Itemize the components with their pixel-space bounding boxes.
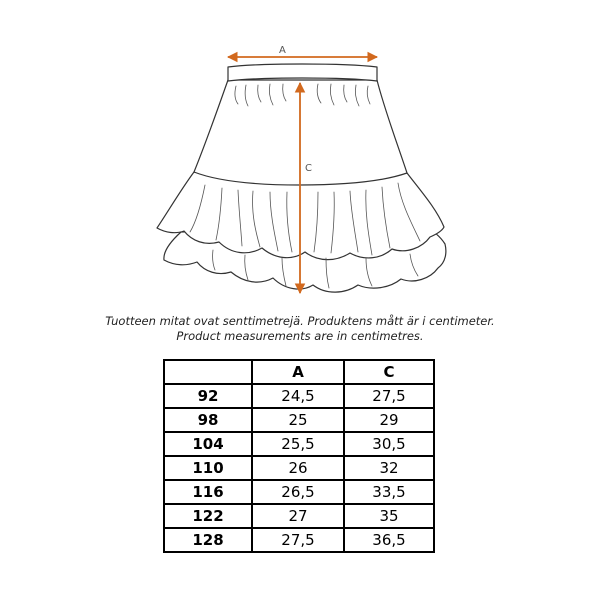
value-c-cell: 33,5 <box>344 480 434 504</box>
value-c-cell: 29 <box>344 408 434 432</box>
value-c-cell: 27,5 <box>344 384 434 408</box>
value-c-cell: 36,5 <box>344 528 434 552</box>
table-row <box>164 480 434 504</box>
waistband <box>228 64 377 81</box>
size-cell: 92 <box>164 384 252 408</box>
value-a-cell: 27,5 <box>252 528 344 552</box>
caption-finnish-swedish: Tuotteen mitat ovat senttimetrejä. Produktens mått är i centimeter. <box>105 314 495 328</box>
table-row <box>164 528 434 552</box>
table-header-row <box>164 360 434 384</box>
measurement-label-c: C <box>305 163 312 174</box>
table-row <box>164 504 434 528</box>
caption-english: Product measurements are in centimetres. <box>176 329 424 343</box>
value-a-cell: 25 <box>252 408 344 432</box>
header-size <box>164 360 252 384</box>
table-row <box>164 456 434 480</box>
value-a-cell: 25,5 <box>252 432 344 456</box>
value-c-cell: 35 <box>344 504 434 528</box>
measurement-label-a: A <box>279 45 286 56</box>
value-a-cell: 26,5 <box>252 480 344 504</box>
size-cell: 122 <box>164 504 252 528</box>
table-row <box>164 408 434 432</box>
header-a: A <box>252 360 344 384</box>
size-table <box>163 359 435 553</box>
value-a-cell: 24,5 <box>252 384 344 408</box>
size-cell: 116 <box>164 480 252 504</box>
table-row <box>164 432 434 456</box>
header-c: C <box>344 360 434 384</box>
value-c-cell: 30,5 <box>344 432 434 456</box>
value-a-cell: 26 <box>252 456 344 480</box>
table-row <box>164 384 434 408</box>
size-cell: 128 <box>164 528 252 552</box>
size-cell: 98 <box>164 408 252 432</box>
size-cell: 110 <box>164 456 252 480</box>
size-cell: 104 <box>164 432 252 456</box>
value-a-cell: 27 <box>252 504 344 528</box>
value-c-cell: 32 <box>344 456 434 480</box>
